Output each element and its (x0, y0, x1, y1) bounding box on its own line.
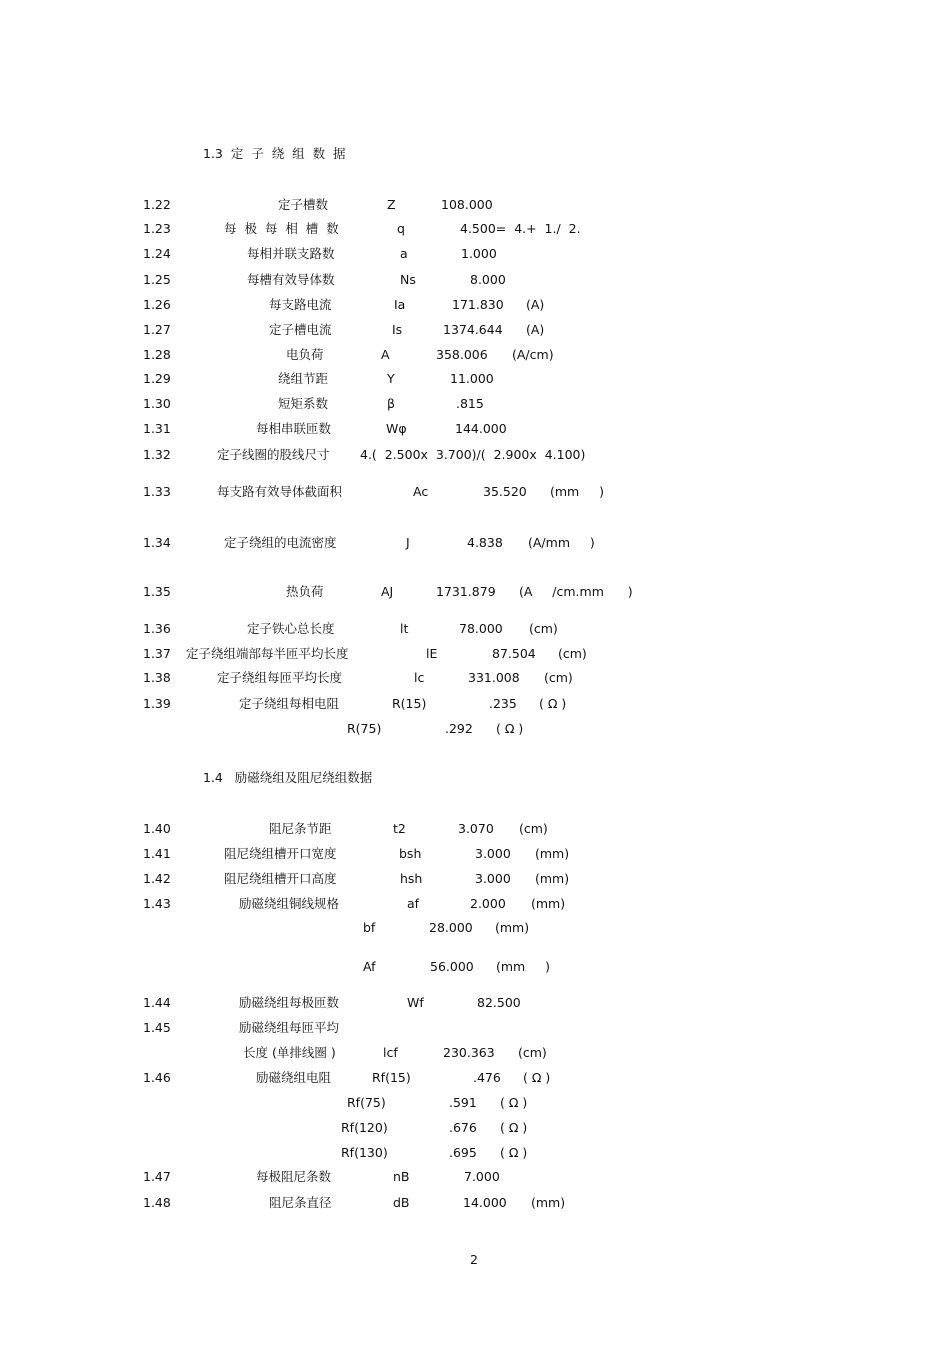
row-number: 1.36 (143, 621, 171, 636)
row-number: 1.22 (143, 197, 171, 212)
row-symbol: Af (363, 959, 376, 974)
row-label: 定子线圈的股线尺寸 (217, 447, 330, 462)
row-number: 1.37 (143, 646, 171, 661)
row-unit: ( Ω ) (539, 696, 567, 711)
row-unit: (mm ) (496, 959, 550, 974)
row-symbol: lE (426, 646, 438, 661)
row-symbol: A (381, 347, 390, 362)
row-number: 1.43 (143, 896, 171, 911)
row-number: 1.41 (143, 846, 171, 861)
row-label: 励磁绕组每匝平均 (239, 1020, 340, 1035)
row-value: 331.008 (468, 670, 520, 685)
row-symbol: R(15) (392, 696, 427, 711)
row-number: 1.26 (143, 297, 171, 312)
row-value: .695 (449, 1145, 477, 1160)
row-value: 1374.644 (443, 322, 503, 337)
row-symbol: Wf (407, 995, 424, 1010)
row-label: 每相并联支路数 (247, 246, 335, 261)
row-number: 1.39 (143, 696, 171, 711)
row-unit: (A) (526, 297, 545, 312)
row-unit: ( Ω ) (500, 1120, 528, 1135)
row-label: 阻尼条节距 (269, 821, 332, 836)
row-symbol: hsh (400, 871, 423, 886)
row-value: .676 (449, 1120, 477, 1135)
row-label: 定子槽电流 (269, 322, 332, 337)
row-number: 1.46 (143, 1070, 171, 1085)
row-number: 1.23 (143, 221, 171, 236)
row-symbol: Ns (400, 272, 416, 287)
row-value: 7.000 (464, 1169, 500, 1184)
row-value: 1.000 (461, 246, 497, 261)
row-unit: (A/mm ) (528, 535, 595, 550)
row-unit: (cm) (544, 670, 573, 685)
row-label: 短矩系数 (278, 396, 329, 411)
row-unit: (mm) (495, 920, 530, 935)
row-label: 定子铁心总长度 (247, 621, 335, 636)
row-label: 每支路有效导体截面积 (217, 484, 343, 499)
row-label: 励磁绕组铜线规格 (239, 896, 340, 911)
row-value: .235 (489, 696, 517, 711)
row-unit: (cm) (558, 646, 587, 661)
section-heading-stator-winding: 1.3 定 子 绕 组 数 据 (203, 146, 346, 161)
row-number: 1.44 (143, 995, 171, 1010)
row-label: 阻尼绕组槽开口宽度 (224, 846, 337, 861)
row-value: 56.000 (430, 959, 474, 974)
row-value: .292 (445, 721, 473, 736)
row-label: 定子绕组的电流密度 (224, 535, 337, 550)
row-label: 定子绕组端部每半匝平均长度 (186, 646, 349, 661)
row-label: 阻尼条直径 (269, 1195, 332, 1210)
row-number: 1.33 (143, 484, 171, 499)
row-label: 励磁绕组电阻 (256, 1070, 332, 1085)
row-value: .815 (456, 396, 484, 411)
row-unit: (mm) (535, 846, 570, 861)
row-value: 3.070 (458, 821, 494, 836)
row-symbol: Rf(130) (341, 1145, 388, 1160)
section-heading-field-damper-winding: 1.4 励磁绕组及阻尼绕组数据 (203, 770, 373, 785)
row-unit: (mm) (535, 871, 570, 886)
row-number: 1.35 (143, 584, 171, 599)
row-number: 1.28 (143, 347, 171, 362)
row-symbol: Ac (413, 484, 429, 499)
row-symbol: Rf(75) (347, 1095, 386, 1110)
row-symbol: lc (414, 670, 425, 685)
row-value: 87.504 (492, 646, 536, 661)
row-number: 1.42 (143, 871, 171, 886)
row-value: 82.500 (477, 995, 521, 1010)
row-label: 阻尼绕组槽开口高度 (224, 871, 337, 886)
row-value: 358.006 (436, 347, 488, 362)
row-value: 11.000 (450, 371, 494, 386)
row-symbol: Rf(120) (341, 1120, 388, 1135)
row-unit: (A /cm.mm ) (519, 584, 633, 599)
row-value: .476 (473, 1070, 501, 1085)
row-label: 每支路电流 (269, 297, 332, 312)
row-value: 4.500= 4.+ 1./ 2. (460, 221, 581, 236)
row-unit: (A) (526, 322, 545, 337)
row-value: 144.000 (455, 421, 507, 436)
row-number: 1.40 (143, 821, 171, 836)
row-label: 定子绕组每相电阻 (239, 696, 340, 711)
row-symbol: nB (393, 1169, 410, 1184)
row-symbol: J (406, 535, 410, 550)
row-unit: (cm) (529, 621, 558, 636)
row-value: 171.830 (452, 297, 504, 312)
row-symbol: bsh (399, 846, 422, 861)
row-symbol: t2 (393, 821, 406, 836)
row-value: 28.000 (429, 920, 473, 935)
row-number: 1.30 (143, 396, 171, 411)
row-value: 230.363 (443, 1045, 495, 1060)
row-number: 1.29 (143, 371, 171, 386)
row-label: 每极阻尼条数 (256, 1169, 332, 1184)
row-symbol: Y (387, 371, 395, 386)
page-number: 2 (470, 1252, 478, 1267)
row-unit: ( Ω ) (496, 721, 524, 736)
row-number: 1.34 (143, 535, 171, 550)
row-value: 14.000 (463, 1195, 507, 1210)
row-number: 1.38 (143, 670, 171, 685)
row-label: 每相串联匝数 (256, 421, 332, 436)
row-unit: (mm ) (550, 484, 604, 499)
row-number: 1.48 (143, 1195, 171, 1210)
row-value: 2.000 (470, 896, 506, 911)
row-symbol: af (407, 896, 420, 911)
row-number: 1.25 (143, 272, 171, 287)
row-value: 78.000 (459, 621, 503, 636)
row-symbol: lcf (383, 1045, 398, 1060)
row-value: 3.000 (475, 871, 511, 886)
row-unit: ( Ω ) (500, 1095, 528, 1110)
row-symbol: dB (393, 1195, 410, 1210)
row-label: 绕组节距 (278, 371, 329, 386)
row-symbol: 4.( 2.500x 3.700)/( 2.900x 4.100) (360, 447, 586, 462)
row-symbol: Wφ (386, 421, 407, 436)
row-number: 1.32 (143, 447, 171, 462)
row-value: 3.000 (475, 846, 511, 861)
row-label: 励磁绕组每极匝数 (239, 995, 340, 1010)
row-symbol: q (397, 221, 405, 236)
row-label: 定子绕组每匝平均长度 (217, 670, 343, 685)
row-unit: (mm) (531, 896, 566, 911)
row-value: 108.000 (441, 197, 493, 212)
row-unit: (cm) (519, 821, 548, 836)
row-number: 1.24 (143, 246, 171, 261)
row-value: 8.000 (470, 272, 506, 287)
row-value: .591 (449, 1095, 477, 1110)
row-number: 1.27 (143, 322, 171, 337)
row-label: 长度 (单排线圈 ) (243, 1045, 336, 1060)
row-unit: ( Ω ) (500, 1145, 528, 1160)
row-value: 35.520 (483, 484, 527, 499)
row-number: 1.45 (143, 1020, 171, 1035)
row-symbol: β (387, 396, 395, 411)
row-number: 1.31 (143, 421, 171, 436)
row-value: 1731.879 (436, 584, 496, 599)
row-label: 定子槽数 (278, 197, 329, 212)
row-value: 4.838 (467, 535, 503, 550)
row-symbol: R(75) (347, 721, 382, 736)
row-symbol: a (400, 246, 408, 261)
row-symbol: lt (400, 621, 409, 636)
row-unit: (cm) (518, 1045, 547, 1060)
row-label: 每 极 每 相 槽 数 (224, 221, 339, 236)
row-symbol: AJ (381, 584, 394, 599)
row-label: 每槽有效导体数 (247, 272, 335, 287)
row-number: 1.47 (143, 1169, 171, 1184)
row-symbol: Is (392, 322, 403, 337)
row-unit: (A/cm) (512, 347, 554, 362)
row-label: 热负荷 (286, 584, 324, 599)
row-unit: ( Ω ) (523, 1070, 551, 1085)
row-label: 电负荷 (286, 347, 324, 362)
row-symbol: Ia (394, 297, 406, 312)
row-symbol: Z (387, 197, 396, 212)
row-symbol: Rf(15) (372, 1070, 411, 1085)
row-symbol: bf (363, 920, 376, 935)
row-unit: (mm) (531, 1195, 566, 1210)
